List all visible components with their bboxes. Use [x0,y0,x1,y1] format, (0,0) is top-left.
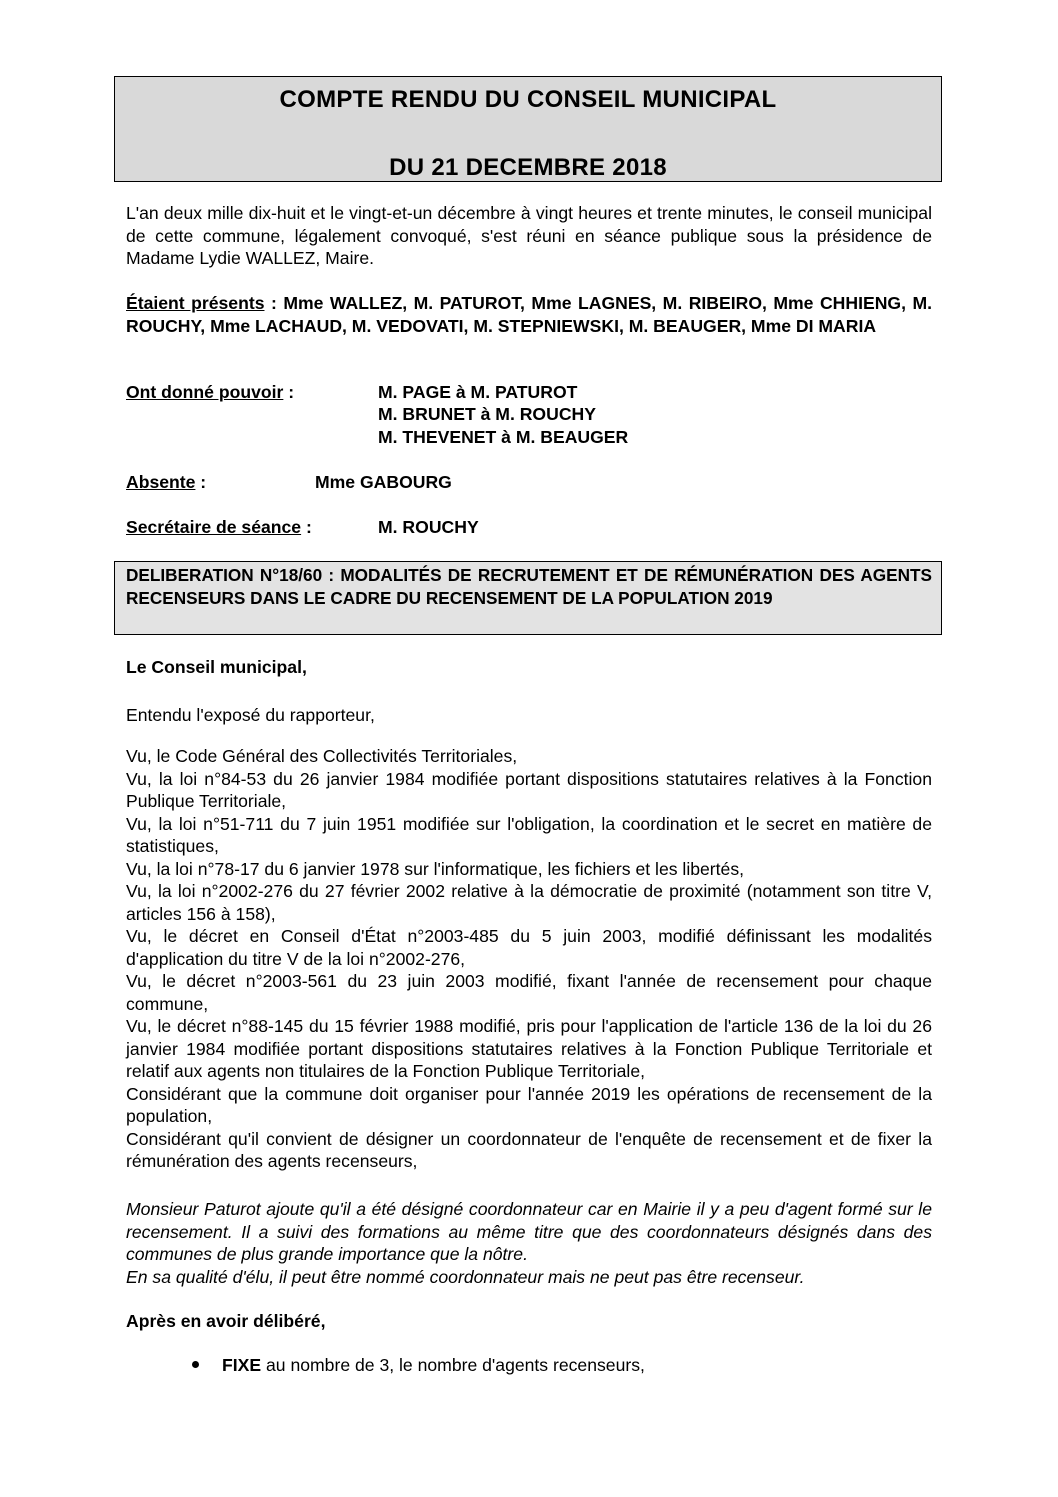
absent-name: Mme GABOURG [315,472,452,492]
title-box [114,76,942,182]
deliberation-box [114,561,942,635]
presents-separator: : [264,293,284,313]
secretary-label: Secrétaire de séance [126,517,302,537]
bullet-icon [192,1361,199,1368]
absent-separator: : [195,472,207,492]
discussion-note [126,1198,932,1288]
discussion-note-2: En sa qualité d'élu, il peut être nommé coordonnateur mais ne peut pas être recenseur. [126,1266,805,1287]
considerant-item: Vu, la loi n°78-17 du 6 janvier 1978 sur l'informatique, les fichiers et les libertés, [126,858,745,879]
considerant-item: Vu, le Code Général des Collectivités Territoriales, [126,746,518,766]
absent-label: Absente [126,472,196,492]
secretary-heading [126,516,312,539]
secretary-name: M. ROUCHY [378,517,479,537]
considerant-item: Vu, le décret n°2003-561 du 23 juin 2003 modifié, fixant l'année de recensement pour chaque commune, [126,971,932,1014]
considerant-item: Vu, la loi n°2002-276 du 27 février 2002 relative à la démocratie de proximité (notamment son titre V, articles 156 à 158), [126,881,932,924]
after-deliberation: Après en avoir délibéré, [126,1311,326,1331]
considerant-item: Vu, le décret n°88-145 du 15 février 1988 modifié, pris pour l'application de l'article 136 de la loi du 26 janvier 1984 modifiée portant dispositions statutaires relatives à la Fonction Publique Territoriale et relatif aux agents non titulaires de la Fonction Publique Territoriale, [126,1016,932,1081]
proxies-separator: : [283,382,295,402]
absent-heading [126,471,206,494]
presents-label: Étaient présents [126,293,265,313]
decision-verb: FIXE [222,1355,262,1375]
document-title: COMPTE RENDU DU CONSEIL MUNICIPAL [279,86,777,113]
proxy-item: M. PAGE à M. PATUROT [378,382,578,402]
decision-item [222,1354,645,1377]
proxy-item: M. BRUNET à M. ROUCHY [378,404,596,424]
considerant-item: Vu, le décret en Conseil d'État n°2003-485 du 5 juin 2003, modifié définissant les modalités d'application du titre V de la loi n°2002-276, [126,926,932,969]
considerant-item: Considérant que la commune doit organiser pour l'année 2019 les opérations de recensement de la population, [126,1083,932,1126]
considerant-item: Considérant qu'il convient de désigner un coordonnateur de l'enquête de recensement et de fixer la rémunération des agents recenseurs, [126,1128,932,1171]
secretary-separator: : [301,517,312,537]
document-date: DU 21 DECEMBRE 2018 [389,154,667,181]
deliberation-title: DELIBERATION N°18/60 : MODALITÉS DE RECRUTEMENT ET DE RÉMUNÉRATION DES AGENTS RECENSEURS DANS LE CADRE DU RECENSEMENT DE LA POPULATION 2019 [126,565,932,608]
presents-names: Mme WALLEZ, M. PATUROT, Mme LAGNES, M. RIBEIRO, Mme CHHIENG, M. ROUCHY, Mme LACHAUD, M. VEDOVATI, M. STEPNIEWSKI, M. BEAUGER, Mme DI MARIA [126,293,932,336]
proxies-heading [126,381,294,404]
council-heading: Le Conseil municipal, [126,657,307,677]
considerant-item: Vu, la loi n°51-711 du 7 juin 1951 modifiée sur l'obligation, la coordination et le secret en matière de statistiques, [126,813,932,856]
proxy-item: M. THEVENET à M. BEAUGER [378,427,629,447]
rapporteur-line: Entendu l'exposé du rapporteur, [126,705,375,725]
considerants-block [126,745,932,1173]
intro-paragraph: L'an deux mille dix-huit et le vingt-et-un décembre à vingt heures et trente minutes, le conseil municipal de cette commune, légalement convoqué, s'est réuni en séance publique sous la présidence de Madame Lydie WALLEZ, Maire. [126,203,932,268]
considerant-item: Vu, la loi n°84-53 du 26 janvier 1984 modifiée portant dispositions statutaires relatives à la Fonction Publique Territoriale, [126,768,932,811]
decision-text: au nombre de 3, le nombre d'agents recenseurs, [261,1355,645,1375]
proxies-label: Ont donné pouvoir [126,382,284,402]
attendance-paragraph [126,292,932,337]
discussion-note-1: Monsieur Paturot ajoute qu'il a été désigné coordonnateur car en Mairie il y a peu d'agent formé sur le recensement. Il a suivi des formations au même titre que des coordonnateurs désignés dans des communes de plus grande importance que la nôtre. [126,1199,932,1264]
